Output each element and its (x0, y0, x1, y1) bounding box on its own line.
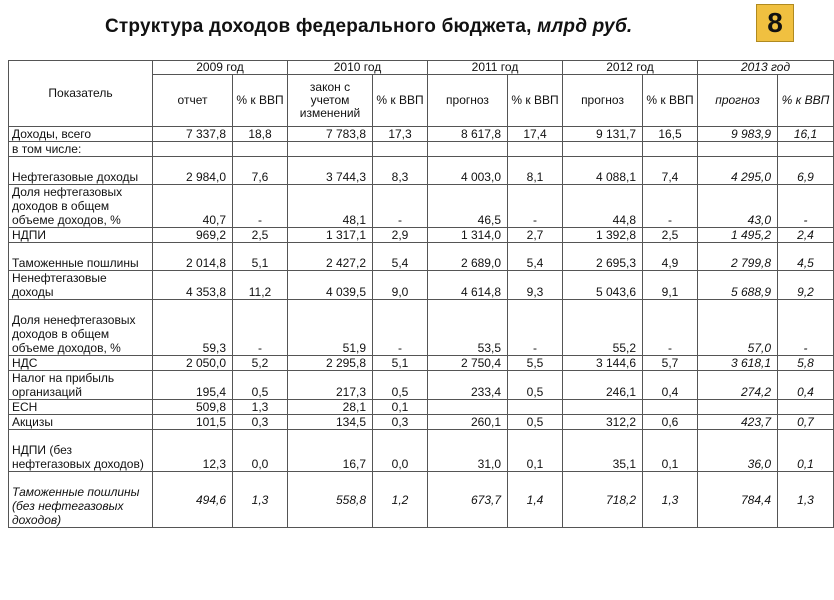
header-year-2013: 2013 год (698, 61, 834, 75)
cell-value: 509,8 (153, 400, 233, 415)
cell-value: 28,1 (288, 400, 373, 415)
cell-value: 4 295,0 (698, 157, 778, 185)
cell-value: 57,0 (698, 300, 778, 356)
cell-pct-gdp: - (778, 185, 834, 228)
cell-value: 51,9 (288, 300, 373, 356)
cell-pct-gdp: 1,3 (233, 400, 288, 415)
cell-value (428, 142, 508, 157)
cell-value: 59,3 (153, 300, 233, 356)
cell-value: 1 495,2 (698, 228, 778, 243)
cell-value: 558,8 (288, 472, 373, 528)
cell-value: 3 744,3 (288, 157, 373, 185)
cell-value: 2 050,0 (153, 356, 233, 371)
table-row (9, 271, 834, 300)
title-main: Структура доходов федерального бюджета, (105, 16, 532, 37)
cell-pct-gdp: 0,1 (778, 430, 834, 472)
cell-pct-gdp: 9,0 (373, 271, 428, 300)
cell-pct-gdp: 2,9 (373, 228, 428, 243)
cell-value: 2 689,0 (428, 243, 508, 271)
cell-value: 48,1 (288, 185, 373, 228)
cell-value: 44,8 (563, 185, 643, 228)
cell-pct-gdp: 5,1 (373, 356, 428, 371)
cell-value: 246,1 (563, 371, 643, 400)
cell-pct-gdp: - (233, 185, 288, 228)
cell-value: 43,0 (698, 185, 778, 228)
cell-value: 195,4 (153, 371, 233, 400)
table-row (9, 243, 834, 271)
subheader-pct-gdp: % к ВВП (778, 75, 834, 127)
subheader-pct-gdp: % к ВВП (643, 75, 698, 127)
cell-pct-gdp: 0,5 (508, 371, 563, 400)
cell-pct-gdp: 5,2 (233, 356, 288, 371)
cell-value: 969,2 (153, 228, 233, 243)
subheader-pct-gdp: % к ВВП (373, 75, 428, 127)
cell-value: 494,6 (153, 472, 233, 528)
cell-pct-gdp: 9,1 (643, 271, 698, 300)
cell-pct-gdp: 0,7 (778, 415, 834, 430)
cell-value (153, 142, 233, 157)
cell-pct-gdp: 5,8 (778, 356, 834, 371)
table-row (9, 157, 834, 185)
cell-value: 274,2 (698, 371, 778, 400)
cell-value: 673,7 (428, 472, 508, 528)
subheader-forecast: прогноз (698, 75, 778, 127)
cell-pct-gdp: 1,2 (373, 472, 428, 528)
cell-value (288, 142, 373, 157)
cell-pct-gdp: 0,5 (373, 371, 428, 400)
cell-value: 4 039,5 (288, 271, 373, 300)
row-label: Налог на прибыль организаций (9, 371, 153, 400)
cell-pct-gdp: 1,3 (778, 472, 834, 528)
cell-value: 423,7 (698, 415, 778, 430)
cell-pct-gdp: 5,1 (233, 243, 288, 271)
cell-value: 55,2 (563, 300, 643, 356)
row-label: в том числе: (9, 142, 153, 157)
cell-pct-gdp (643, 142, 698, 157)
cell-pct-gdp: 2,5 (233, 228, 288, 243)
subheader-forecast: прогноз (563, 75, 643, 127)
row-label: Нефтегазовые доходы (9, 157, 153, 185)
row-label: Акцизы (9, 415, 153, 430)
cell-value: 260,1 (428, 415, 508, 430)
subheader-forecast: прогноз (428, 75, 508, 127)
cell-value: 3 144,6 (563, 356, 643, 371)
cell-value: 217,3 (288, 371, 373, 400)
cell-pct-gdp: 2,5 (643, 228, 698, 243)
table-row (9, 127, 834, 142)
cell-pct-gdp: 0,3 (373, 415, 428, 430)
row-label: НДПИ (без нефтегазовых доходов) (9, 430, 153, 472)
cell-pct-gdp: - (508, 185, 563, 228)
cell-pct-gdp: 0,0 (373, 430, 428, 472)
row-label: Доля ненефтегазовых доходов в общем объеме доходов, % (9, 300, 153, 356)
subheader-pct-gdp: % к ВВП (233, 75, 288, 127)
cell-pct-gdp: 16,1 (778, 127, 834, 142)
cell-value: 3 618,1 (698, 356, 778, 371)
subheader-law: закон с учетом изменений (288, 75, 373, 127)
cell-value: 718,2 (563, 472, 643, 528)
cell-pct-gdp (508, 400, 563, 415)
header-indicator: Показатель (9, 61, 153, 127)
cell-value: 4 088,1 (563, 157, 643, 185)
cell-pct-gdp (778, 142, 834, 157)
cell-pct-gdp: 2,4 (778, 228, 834, 243)
cell-pct-gdp: - (508, 300, 563, 356)
cell-value (698, 400, 778, 415)
table-row (9, 400, 834, 415)
subheader-report: отчет (153, 75, 233, 127)
cell-value: 31,0 (428, 430, 508, 472)
cell-pct-gdp: 9,3 (508, 271, 563, 300)
cell-value: 16,7 (288, 430, 373, 472)
cell-value: 12,3 (153, 430, 233, 472)
cell-value: 2 750,4 (428, 356, 508, 371)
cell-pct-gdp (643, 400, 698, 415)
row-label: Доходы, всего (9, 127, 153, 142)
cell-value: 4 614,8 (428, 271, 508, 300)
cell-pct-gdp: - (233, 300, 288, 356)
header-year-2012: 2012 год (563, 61, 698, 75)
cell-pct-gdp: - (373, 300, 428, 356)
cell-pct-gdp: 1,4 (508, 472, 563, 528)
cell-pct-gdp: 18,8 (233, 127, 288, 142)
cell-pct-gdp (233, 142, 288, 157)
cell-pct-gdp: 7,6 (233, 157, 288, 185)
cell-pct-gdp: 0,5 (233, 371, 288, 400)
cell-pct-gdp: 8,3 (373, 157, 428, 185)
row-label: ЕСН (9, 400, 153, 415)
cell-pct-gdp: 1,3 (233, 472, 288, 528)
cell-pct-gdp: 0,3 (233, 415, 288, 430)
cell-pct-gdp: 0,0 (233, 430, 288, 472)
row-label: Ненефтегазовые доходы (9, 271, 153, 300)
cell-pct-gdp: 0,5 (508, 415, 563, 430)
cell-pct-gdp: 16,5 (643, 127, 698, 142)
table-row (9, 228, 834, 243)
cell-value: 4 003,0 (428, 157, 508, 185)
cell-value: 101,5 (153, 415, 233, 430)
cell-value: 2 014,8 (153, 243, 233, 271)
table-row (9, 415, 834, 430)
cell-pct-gdp (373, 142, 428, 157)
revenue-table (8, 60, 834, 528)
cell-value: 1 317,1 (288, 228, 373, 243)
cell-pct-gdp: - (778, 300, 834, 356)
cell-value: 1 392,8 (563, 228, 643, 243)
header-year-2010: 2010 год (288, 61, 428, 75)
row-label: НДС (9, 356, 153, 371)
cell-value: 2 799,8 (698, 243, 778, 271)
row-label: НДПИ (9, 228, 153, 243)
cell-value: 8 617,8 (428, 127, 508, 142)
slide-title (105, 16, 632, 38)
slide-number-badge: 8 (756, 4, 794, 42)
table-row (9, 371, 834, 400)
cell-value (698, 142, 778, 157)
cell-pct-gdp: 5,5 (508, 356, 563, 371)
cell-pct-gdp: 0,1 (508, 430, 563, 472)
cell-pct-gdp: 8,1 (508, 157, 563, 185)
cell-pct-gdp: 4,5 (778, 243, 834, 271)
header-year-2009: 2009 год (153, 61, 288, 75)
cell-pct-gdp: 0,6 (643, 415, 698, 430)
cell-value: 312,2 (563, 415, 643, 430)
subheader-pct-gdp: % к ВВП (508, 75, 563, 127)
table-row (9, 300, 834, 356)
cell-value: 1 314,0 (428, 228, 508, 243)
cell-pct-gdp: 0,1 (373, 400, 428, 415)
cell-pct-gdp: 0,4 (643, 371, 698, 400)
cell-value (428, 400, 508, 415)
cell-pct-gdp: 11,2 (233, 271, 288, 300)
cell-value: 36,0 (698, 430, 778, 472)
cell-pct-gdp: 17,4 (508, 127, 563, 142)
cell-pct-gdp: 6,9 (778, 157, 834, 185)
cell-value (563, 142, 643, 157)
cell-pct-gdp: 17,3 (373, 127, 428, 142)
cell-value: 40,7 (153, 185, 233, 228)
cell-pct-gdp: 5,4 (508, 243, 563, 271)
table-row (9, 142, 834, 157)
cell-value: 5 688,9 (698, 271, 778, 300)
cell-value: 46,5 (428, 185, 508, 228)
cell-pct-gdp: 2,7 (508, 228, 563, 243)
cell-pct-gdp (508, 142, 563, 157)
row-label: Таможенные пошлины (без нефтегазовых доходов) (9, 472, 153, 528)
cell-pct-gdp (778, 400, 834, 415)
title-unit: млрд руб. (537, 16, 633, 37)
cell-pct-gdp: 5,4 (373, 243, 428, 271)
cell-pct-gdp: 0,1 (643, 430, 698, 472)
cell-pct-gdp: - (373, 185, 428, 228)
header-year-2011: 2011 год (428, 61, 563, 75)
cell-pct-gdp: 7,4 (643, 157, 698, 185)
cell-pct-gdp: 4,9 (643, 243, 698, 271)
row-label: Доля нефтегазовых доходов в общем объеме доходов, % (9, 185, 153, 228)
cell-value: 7 783,8 (288, 127, 373, 142)
cell-value: 9 131,7 (563, 127, 643, 142)
cell-pct-gdp: - (643, 300, 698, 356)
cell-value: 7 337,8 (153, 127, 233, 142)
cell-value: 53,5 (428, 300, 508, 356)
cell-value: 233,4 (428, 371, 508, 400)
cell-value: 2 427,2 (288, 243, 373, 271)
cell-value: 35,1 (563, 430, 643, 472)
cell-pct-gdp: 5,7 (643, 356, 698, 371)
cell-pct-gdp: 9,2 (778, 271, 834, 300)
cell-value: 134,5 (288, 415, 373, 430)
cell-pct-gdp: 0,4 (778, 371, 834, 400)
table-row (9, 430, 834, 472)
row-label: Таможенные пошлины (9, 243, 153, 271)
table-row (9, 185, 834, 228)
cell-value (563, 400, 643, 415)
cell-value: 5 043,6 (563, 271, 643, 300)
cell-value: 4 353,8 (153, 271, 233, 300)
table-row (9, 472, 834, 528)
cell-value: 9 983,9 (698, 127, 778, 142)
cell-pct-gdp: 1,3 (643, 472, 698, 528)
cell-value: 2 695,3 (563, 243, 643, 271)
cell-value: 2 295,8 (288, 356, 373, 371)
cell-value: 784,4 (698, 472, 778, 528)
cell-pct-gdp: - (643, 185, 698, 228)
cell-value: 2 984,0 (153, 157, 233, 185)
table-row (9, 356, 834, 371)
